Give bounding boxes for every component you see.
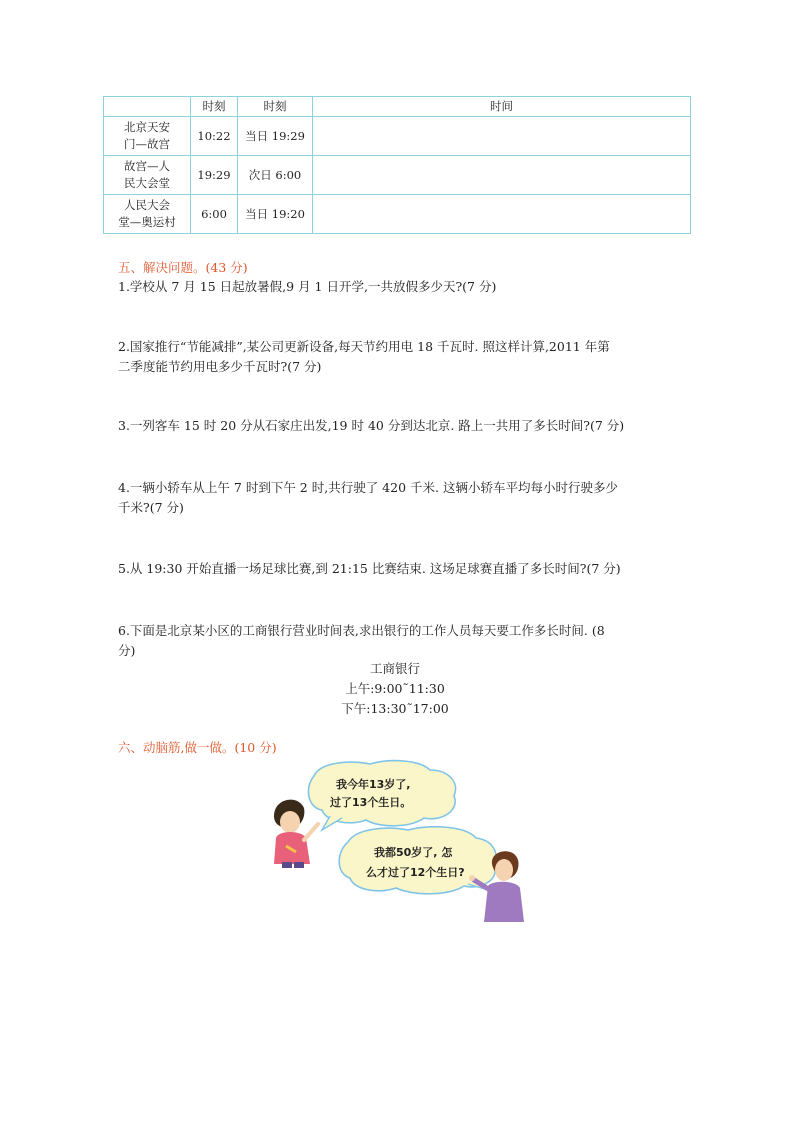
- bubble-man-line2: 么才过了12个生日?: [366, 866, 465, 879]
- question-6: 6.下面是北京某小区的工商银行营业时间表,求出银行的工作人员每天要工作多长时间. (8 分): [118, 623, 605, 658]
- table-cell-place: 故宫—人 民大会堂: [104, 156, 191, 195]
- question-3: 3.一列客车 15 时 20 分从石家庄出发,19 时 40 分到达北京. 路上一共用了多长时间?(7 分): [118, 418, 625, 433]
- table-cell-place: 人民大会 堂—奥运村: [104, 195, 191, 234]
- question-4: 4.一辆小轿车从上午 7 时到下午 2 时,共行驶了 420 千米. 这辆小轿车平均每小时行驶多少 千米?(7 分): [118, 480, 618, 515]
- section-five-title: 五、解决问题。(43 分): [118, 260, 248, 275]
- table-cell-duration-blank[interactable]: [313, 117, 691, 156]
- table-header-row: [104, 97, 691, 117]
- table-header-cell: 时刻: [191, 97, 238, 117]
- table-row: [104, 156, 691, 195]
- bank-afternoon-hours: 下午:13:30˜17:00: [341, 701, 449, 716]
- table-header-cell: 时间: [313, 97, 691, 117]
- speech-bubble-man: [339, 827, 496, 894]
- table-header-cell: 时刻: [238, 97, 313, 117]
- table-cell-start: 19:29: [191, 156, 238, 195]
- table-cell-place: 北京天安 门—故宫: [104, 117, 191, 156]
- time-table: [103, 96, 691, 234]
- speech-bubble-boy: [308, 761, 455, 830]
- bubble-boy-line1: 我今年13岁了,: [336, 778, 411, 791]
- table-row: [104, 117, 691, 156]
- bank-hours-box: [300, 659, 490, 719]
- bubble-boy-line2: 过了13个生日。: [330, 796, 412, 809]
- bubble-man-line1: 我都50岁了, 怎: [374, 846, 453, 859]
- cartoon-illustration: [270, 756, 532, 926]
- boy-figure: [274, 800, 318, 868]
- table-row: [104, 195, 691, 234]
- table-header-cell: [104, 97, 191, 117]
- table-cell-duration-blank[interactable]: [313, 195, 691, 234]
- question-1: 1.学校从 7 月 15 日起放暑假,9 月 1 日开学,一共放假多少天?(7 分): [118, 279, 497, 294]
- table-cell-end: 次日 6:00: [238, 156, 313, 195]
- table-cell-end: 当日 19:20: [238, 195, 313, 234]
- table-cell-start: 6:00: [191, 195, 238, 234]
- section-six-title: 六、动脑筋,做一做。(10 分): [118, 740, 277, 755]
- table-cell-end: 当日 19:29: [238, 117, 313, 156]
- question-2: 2.国家推行“节能减排”,某公司更新设备,每天节约用电 18 千瓦时. 照这样计算,2011 年第 二季度能节约用电多少千瓦时?(7 分): [118, 339, 610, 374]
- bank-name: 工商银行: [369, 661, 420, 676]
- table-cell-duration-blank[interactable]: [313, 156, 691, 195]
- question-5: 5.从 19:30 开始直播一场足球比赛,到 21:15 比赛结束. 这场足球赛直播了多长时间?(7 分): [118, 561, 621, 576]
- table-cell-start: 10:22: [191, 117, 238, 156]
- bank-morning-hours: 上午:9:00˜11:30: [345, 681, 445, 696]
